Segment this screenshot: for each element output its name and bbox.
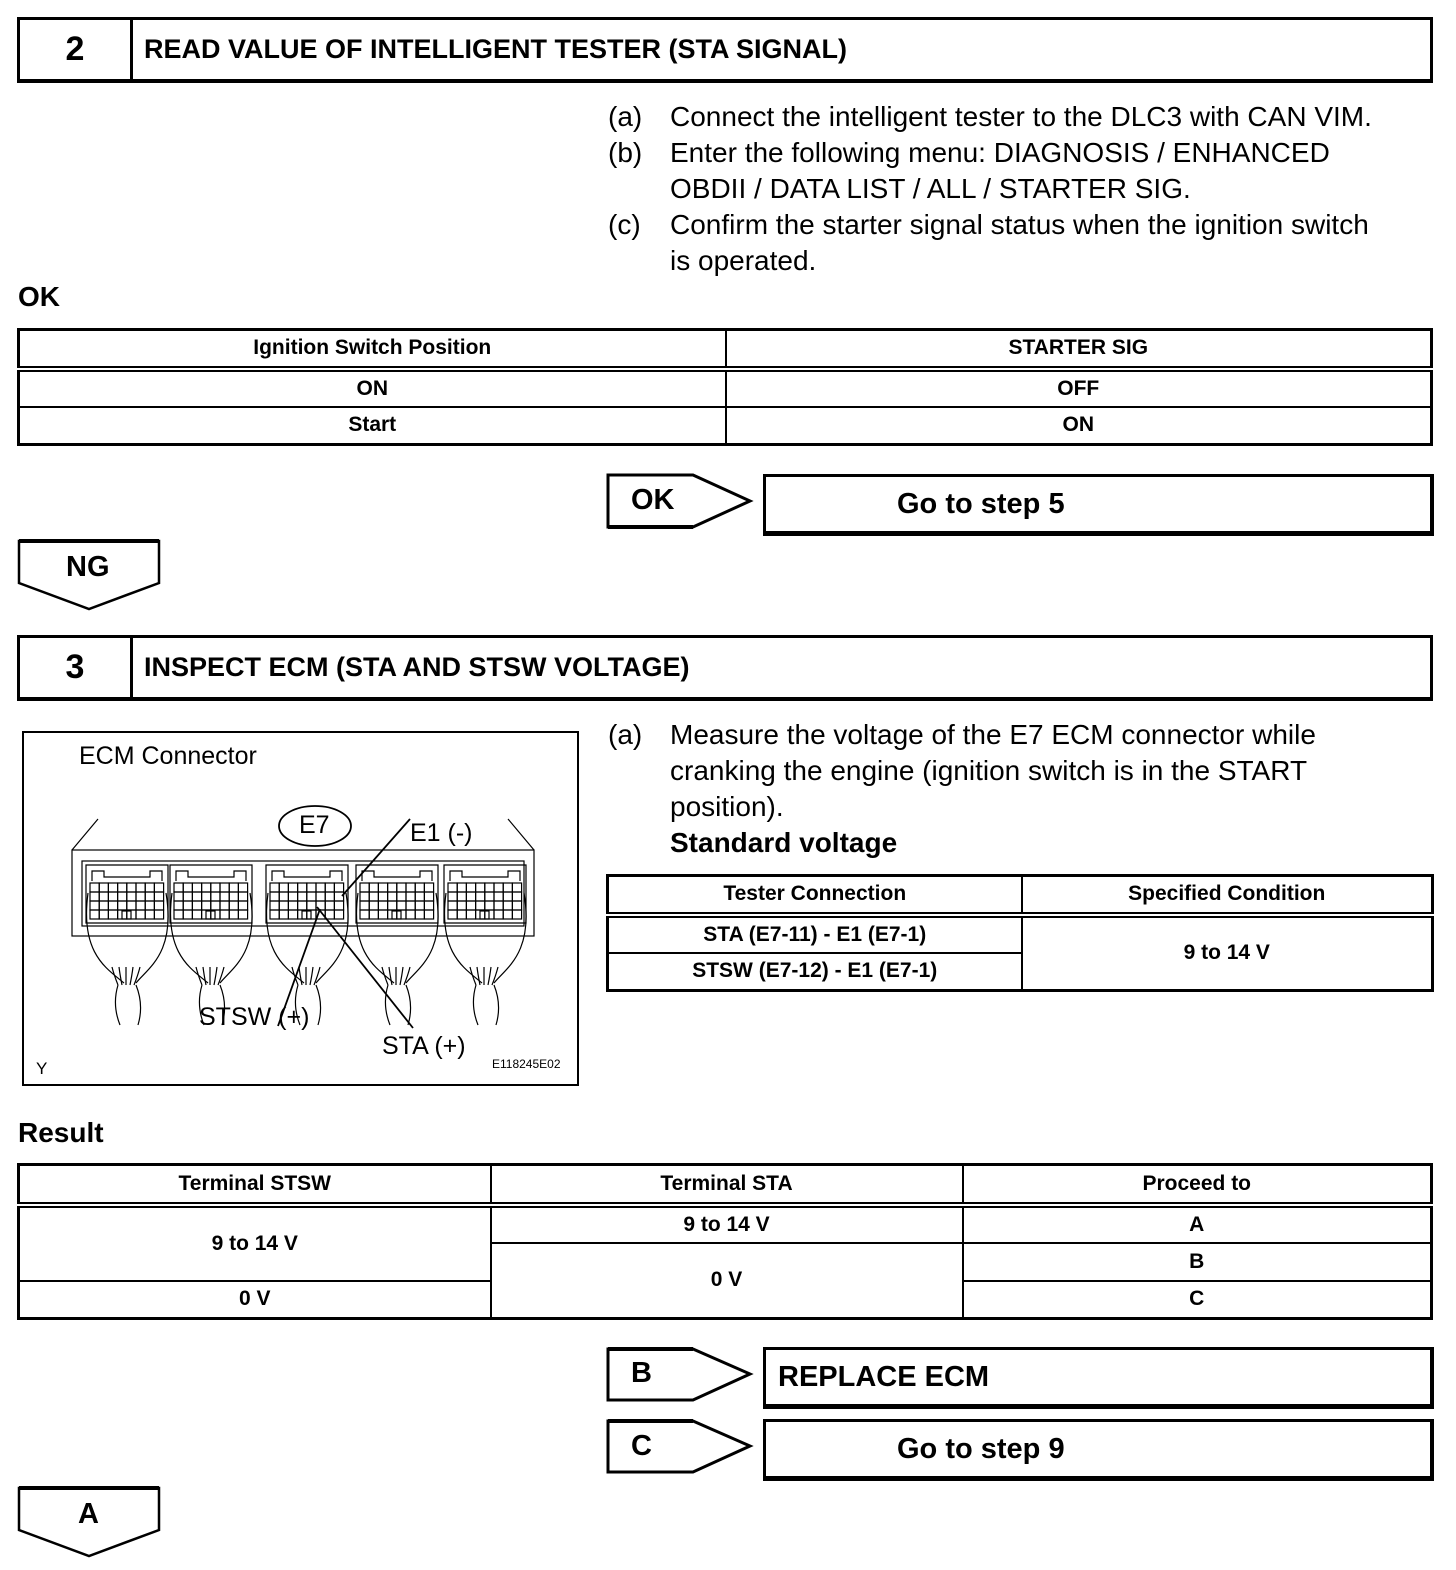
replace-ecm-box[interactable]: [763, 1347, 1434, 1409]
goto-step-label: Go to step 5: [897, 487, 1065, 520]
table-cell: 0 V: [19, 1281, 491, 1319]
instruction-label: (b): [608, 137, 643, 168]
right-arrow-tag-icon: [606, 1418, 756, 1476]
step-number: 2: [20, 20, 133, 79]
instruction-text: Confirm the starter signal status when the ignition switch is operated.: [670, 209, 1369, 276]
right-arrow-tag-icon: [606, 473, 756, 531]
step-title: READ VALUE OF INTELLIGENT TESTER (STA SIGNAL): [144, 34, 847, 64]
instruction-text: Enter the following menu: DIAGNOSIS / ENHANCED OBDII / DATA LIST / ALL / STARTER SIG.: [670, 137, 1330, 204]
step-2-instructions: [608, 99, 1448, 279]
table-cell: 9 to 14 V: [491, 1205, 963, 1243]
table-row: [19, 369, 1432, 407]
stsw-terminal-label: STSW (+): [199, 1003, 310, 1031]
table-row: [19, 407, 1432, 445]
step-number: 3: [20, 638, 133, 697]
instruction-label: (a): [608, 719, 643, 750]
instruction-item: [608, 99, 1448, 135]
table-row: [608, 915, 1433, 953]
step-title: INSPECT ECM (STA AND STSW VOLTAGE): [144, 652, 690, 682]
table-cell: OFF: [726, 369, 1432, 407]
ok-condition-label: OK: [18, 281, 60, 312]
table-row: [19, 1205, 1432, 1243]
result-label: Result: [18, 1117, 104, 1148]
table-header: Ignition Switch Position: [19, 330, 726, 369]
table-cell: 0 V: [491, 1243, 963, 1319]
table-header: STARTER SIG: [726, 330, 1432, 369]
table-cell: STSW (E7-12) - E1 (E7-1): [608, 953, 1022, 991]
c-tag-label: C: [631, 1430, 652, 1462]
table-cell: ON: [19, 369, 726, 407]
figure-title: ECM Connector: [79, 742, 257, 770]
standard-voltage-label: Standard voltage: [670, 827, 898, 858]
table-header: Specified Condition: [1022, 876, 1433, 915]
table-cell: Start: [19, 407, 726, 445]
goto-step-label: Go to step 9: [897, 1432, 1065, 1465]
sta-terminal-label: STA (+): [382, 1032, 466, 1060]
table-cell: 9 to 14 V: [1022, 915, 1433, 991]
instruction-item: [608, 717, 1448, 861]
table-cell: STA (E7-11) - E1 (E7-1): [608, 915, 1022, 953]
instruction-item: [608, 135, 1448, 207]
instruction-text: Connect the intelligent tester to the DLC3 with CAN VIM.: [670, 101, 1372, 132]
replace-ecm-label: REPLACE ECM: [778, 1360, 990, 1393]
table-cell: 9 to 14 V: [19, 1205, 491, 1281]
instruction-label: (a): [608, 101, 643, 132]
connector-id-label: E7: [299, 811, 330, 839]
step-3-header: [17, 635, 1433, 701]
result-table: [17, 1163, 1433, 1320]
figure-code: E118245E02: [492, 1057, 561, 1071]
table-cell: C: [963, 1281, 1432, 1319]
right-arrow-tag-icon: [606, 1346, 756, 1404]
instruction-item: [608, 207, 1448, 279]
table-cell: B: [963, 1243, 1432, 1281]
table-header: Proceed to: [963, 1165, 1432, 1205]
ok-tag-label: OK: [631, 484, 675, 516]
e1-terminal-label: E1 (-): [410, 819, 473, 847]
instruction-label: (c): [608, 209, 641, 240]
standard-voltage-table: [606, 874, 1434, 992]
goto-step-5-box[interactable]: [763, 474, 1434, 536]
goto-step-9-box[interactable]: [763, 1419, 1434, 1481]
instruction-text: Measure the voltage of the E7 ECM connector while cranking the engine (ignition switch is in the START position). Standard voltage: [670, 719, 1316, 858]
table-cell: ON: [726, 407, 1432, 445]
a-tag-label: A: [78, 1498, 99, 1530]
table-header: Terminal STSW: [19, 1165, 491, 1205]
figure-corner-letter: Y: [36, 1059, 48, 1078]
starter-signal-table: [17, 328, 1433, 446]
table-header: Tester Connection: [608, 876, 1022, 915]
ng-tag-label: NG: [66, 551, 110, 583]
ecm-connector-figure: [22, 731, 579, 1086]
step-2-header: [17, 17, 1433, 83]
b-tag-label: B: [631, 1357, 652, 1389]
step-3-instructions: [608, 717, 1448, 861]
table-header: Terminal STA: [491, 1165, 963, 1205]
table-cell: A: [963, 1205, 1432, 1243]
